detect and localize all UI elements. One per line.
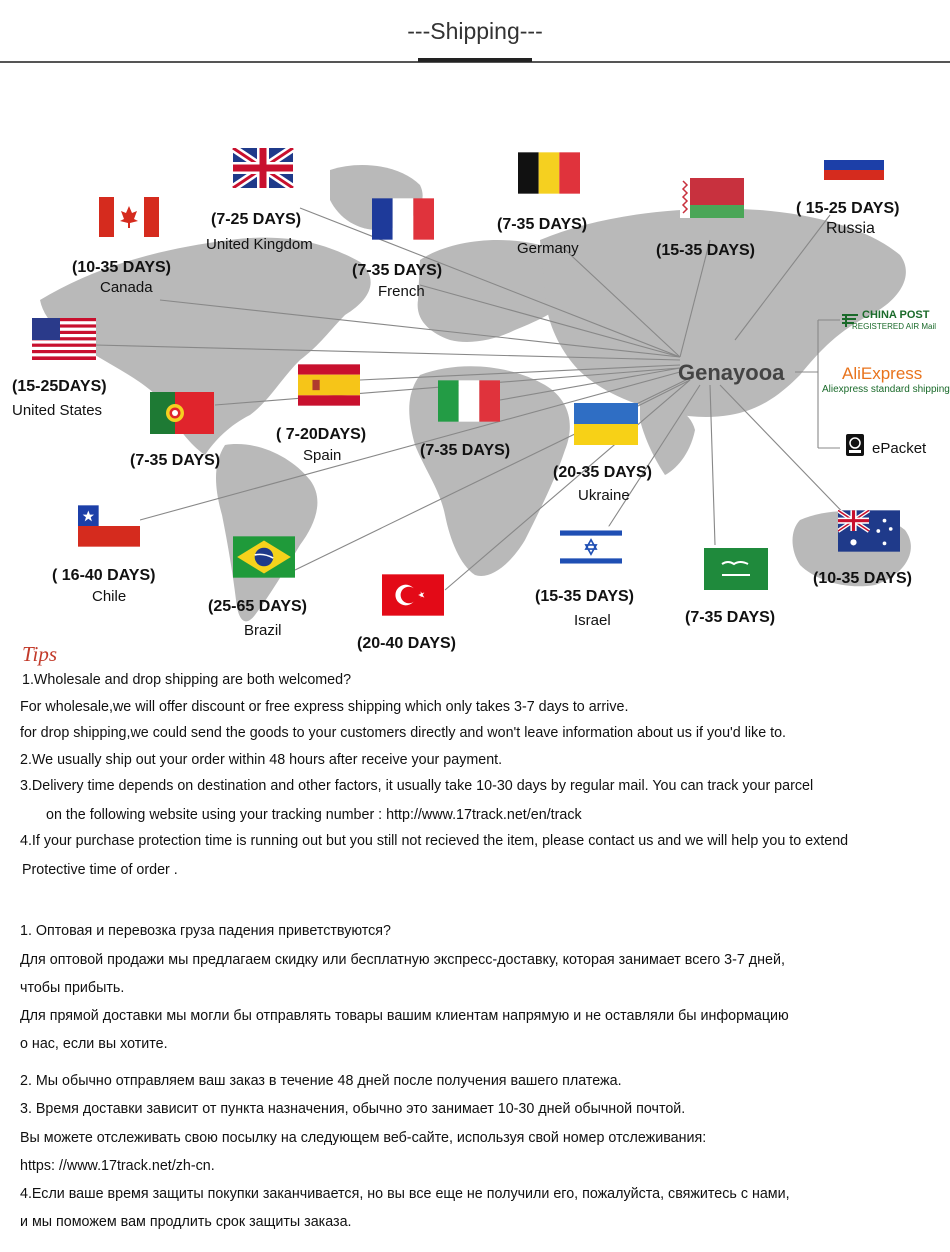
tip-en-line: 1.Wholesale and drop shipping are both welcomed? xyxy=(22,672,352,688)
china-post-name: CHINA POST xyxy=(862,309,930,321)
tip-ru-line: о нас, если вы хотите. xyxy=(20,1036,168,1052)
world-map xyxy=(0,60,950,640)
uk-days: (7-25 DAYS) xyxy=(211,211,302,228)
usa-flag-icon xyxy=(32,318,96,360)
usa-name: United States xyxy=(12,402,103,419)
france-name: French xyxy=(378,283,425,300)
chile-days: ( 16-40 DAYS) xyxy=(52,567,156,584)
saudi-days: (7-35 DAYS) xyxy=(685,609,776,626)
tip-ru-line: Для оптовой продажи мы предлагаем скидку или бесплатную экспресс-доставку, которая занимает всего 3-7 дней, xyxy=(20,952,785,968)
israel-flag-icon xyxy=(560,526,622,568)
belarus-days: (15-35 DAYS) xyxy=(656,242,756,259)
epacket-logo-icon xyxy=(846,434,864,456)
continent-south-america xyxy=(216,444,317,621)
portugal-days: (7-35 DAYS) xyxy=(130,452,221,469)
brazil-days: (25-65 DAYS) xyxy=(208,598,308,615)
russia-flag-icon xyxy=(824,150,884,180)
ukraine-name: Ukraine xyxy=(578,487,630,504)
israel-name: Israel xyxy=(574,612,611,629)
tip-ru-line: и мы поможем вам продлить срок защиты заказа. xyxy=(20,1214,352,1230)
italy-days: (7-35 DAYS) xyxy=(420,442,511,459)
tip-ru-line: 4.Если ваше время защиты покупки заканчивается, но вы все еще не получили его, пожалуйста, свяжитесь с нами, xyxy=(20,1186,790,1202)
canada-flag-icon xyxy=(98,197,160,237)
aliexpress-sub: Aliexpress standard shipping xyxy=(822,384,950,395)
tip-ru-line: 1. Оптовая и перевозка груза падения приветствуются? xyxy=(20,923,391,939)
belarus-flag-icon xyxy=(680,178,744,218)
ukraine-flag-icon xyxy=(574,403,638,445)
italy-flag-icon xyxy=(438,380,500,422)
ukraine-days: (20-35 DAYS) xyxy=(553,464,653,481)
germany-name: Germany xyxy=(517,240,579,257)
saudi-flag-icon xyxy=(704,548,768,590)
tip-ru-line: 3. Время доставки зависит от пункта назначения, обычно это занимает 10-30 дней обычной почтой. xyxy=(20,1101,686,1117)
france-flag-icon xyxy=(372,198,434,240)
china-post-sub: REGISTERED AIR Mail xyxy=(852,322,937,331)
uk-name: United Kingdom xyxy=(206,236,313,253)
hub-label: Genayooa xyxy=(678,360,785,385)
tip-en-line: 3.Delivery time depends on destination and other factors, it usually take 10-30 days by regular mail. You can track your parcel xyxy=(20,778,814,794)
tip-en-line: For wholesale,we will offer discount or free express shipping which only takes 3-7 days to arrive. xyxy=(20,699,629,715)
brazil-flag-icon xyxy=(233,536,295,578)
tip-en-line: 2.We usually ship out your order within 48 hours after receive your payment. xyxy=(20,752,503,768)
tip-ru-line: https: //www.17track.net/zh-cn. xyxy=(20,1158,215,1174)
uk-flag-icon xyxy=(232,148,294,188)
canada-days: (10-35 DAYS) xyxy=(72,259,172,276)
tip-en-line: 4.If your purchase protection time is running out but you still not recieved the item, please contact us and we will help you to extend xyxy=(20,833,849,849)
brazil-name: Brazil xyxy=(244,622,282,639)
tip-en-line: for drop shipping,we could send the goods to your customers directly and won't leave information about us if you'd like to. xyxy=(20,725,787,741)
germany-flag-icon xyxy=(518,152,580,194)
tip-en-line: Protective time of order . xyxy=(22,862,178,878)
portugal-flag-icon xyxy=(150,392,214,434)
epacket-name: ePacket xyxy=(872,440,927,457)
spain-name: Spain xyxy=(303,447,342,464)
australia-days: (10-35 DAYS) xyxy=(813,570,913,587)
spain-days: ( 7-20DAYS) xyxy=(276,426,367,443)
page-title: ---Shipping--- xyxy=(407,18,543,44)
chile-flag-icon xyxy=(78,505,140,547)
tips-title: Tips xyxy=(22,642,58,666)
australia-flag-icon xyxy=(838,510,900,552)
germany-days: (7-35 DAYS) xyxy=(497,216,588,233)
france-days: (7-35 DAYS) xyxy=(352,262,443,279)
tip-ru-line: Для прямой доставки мы могли бы отправлять товары вашим клиентам напрямую и не оставляли бы информацию xyxy=(20,1008,789,1024)
chile-name: Chile xyxy=(92,588,127,605)
turkey-days: (20-40 DAYS) xyxy=(357,635,457,652)
turkey-flag-icon xyxy=(382,574,444,616)
spain-flag-icon xyxy=(298,364,360,406)
tip-ru-line: Вы можете отслеживать свою посылку на следующем веб-сайте, используя свой номер отслеживания: xyxy=(20,1130,707,1146)
russia-days: ( 15-25 DAYS) xyxy=(796,200,900,217)
canada-name: Canada xyxy=(100,279,153,296)
aliexpress-name: AliExpress xyxy=(842,364,923,383)
russia-name: Russia xyxy=(826,220,875,237)
tip-ru-line: 2. Мы обычно отправляем ваш заказ в течение 48 дней после получения вашего платежа. xyxy=(20,1073,622,1089)
tip-en-line: on the following website using your tracking number : http://www.17track.net/en/track xyxy=(46,807,582,823)
tip-ru-line: чтобы прибыть. xyxy=(20,980,125,996)
israel-days: (15-35 DAYS) xyxy=(535,588,635,605)
usa-days: (15-25DAYS) xyxy=(12,378,107,395)
